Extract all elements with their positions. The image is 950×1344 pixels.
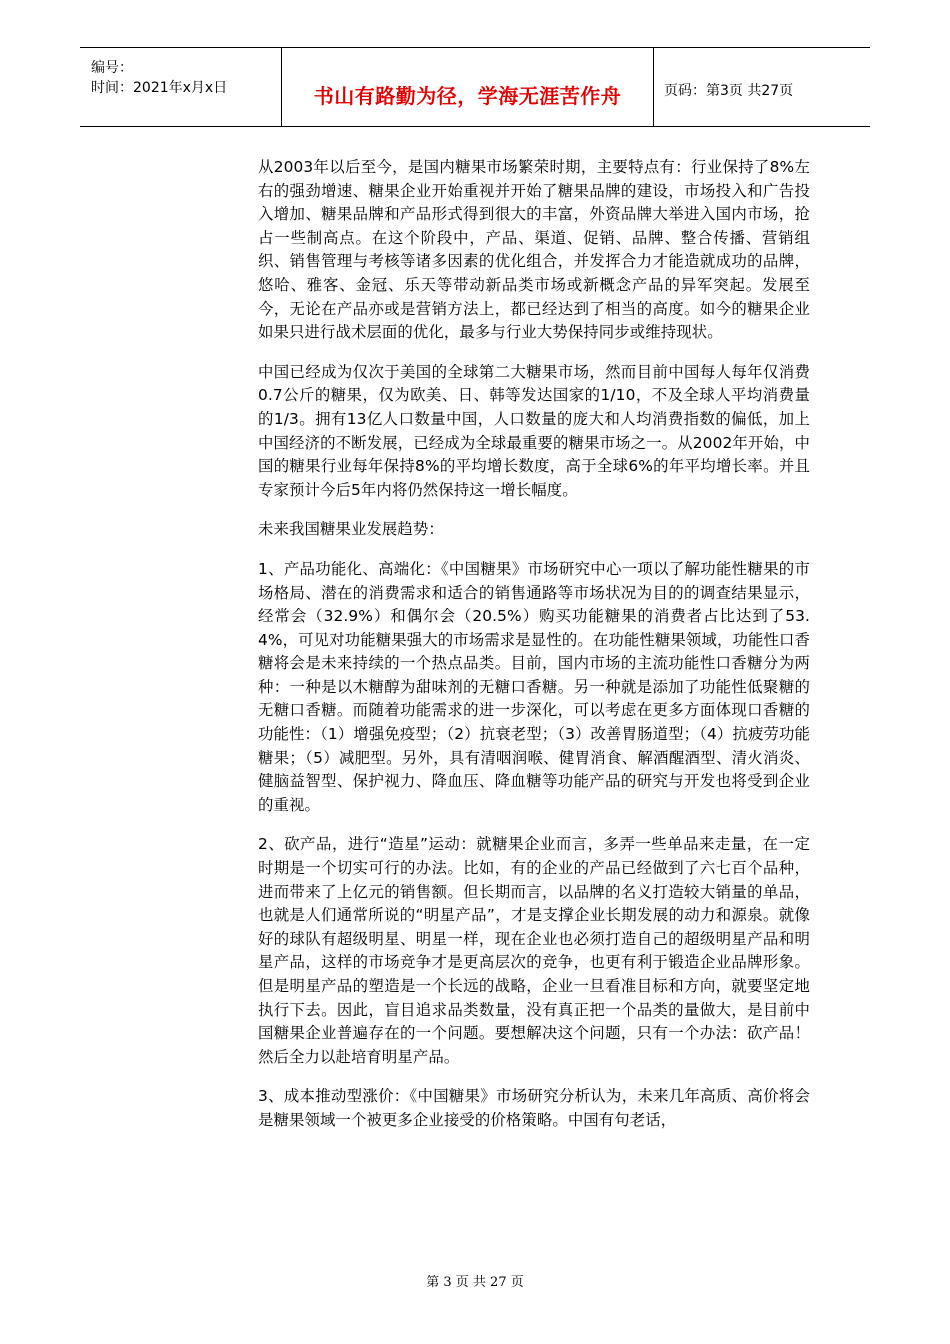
paragraph-prosperity-period: 从2003年以后至今，是国内糖果市场繁荣时期，主要特点有：行业保持了8%左右的强劲增速、糖果企业开始重视并开始了糖果品牌的建设，市场投入和广告投入增加、糖果品牌和产品形式得到很大的丰富，外资品牌大举进入国内市场，抢占一些制高点。在这个阶段中，产品、渠道、促销、品牌、整合传播、营销组织、销售管理与考核等诸多因素的优化组合，并发挥合力才能造就成功的品牌，悠哈、雅客、金冠、乐天等带动新品类市场或新概念产品的异军突起。发展至今，无论在产品亦或是营销方法上，都已经达到了相当的高度。如今的糖果企业如果只进行战术层面的优化，最多与行业大势保持同步或维持现状。 xyxy=(258,158,810,342)
page-footer: 第 3 页 共 27 页 xyxy=(426,1275,524,1290)
paragraph-trend-star-products: 2、砍产品，进行“造星”运动：就糖果企业而言，多弄一些单品来走量，在一定时期是一个切实可行的办法。比如，有的企业的产品已经做到了六七百个品种，进而带来了上亿元的销售额。但长期而言，以品牌的名义打造较大销量的单品，也就是人们通常所说的“明星产品”，才是支撑企业长期发展的动力和源泉。就像好的球队有超级明星、明星一样，现在企业也必须打造自己的超级明星产品和明星产品，这样的市场竞争才是更高层次的竞争，也更有利于锻造企业品牌形象。但是明星产品的塑造是一个长远的战略，企业一旦看准目标和方向，就要坚定地执行下去。因此，盲目追求品类数量，没有真正把一个品类的量做大，是目前中国糖果企业普遍存在的一个问题。要想解决这个问题，只有一个办法：砍产品！然后全力以赴培育明星产品。 xyxy=(258,835,810,1066)
motto-text: 书山有路勤为径，学海无涯苦作舟 xyxy=(313,84,622,108)
document-body xyxy=(258,156,810,1149)
header-meta-cell xyxy=(80,48,282,127)
page-info: 页码：第3页 共27页 xyxy=(664,83,794,99)
number-label: 编号： xyxy=(91,60,133,76)
header-motto-cell xyxy=(282,48,654,127)
document-header xyxy=(80,47,870,127)
paragraph-trends-heading: 未来我国糖果业发展趋势： xyxy=(258,520,444,539)
header-page-cell xyxy=(654,48,871,127)
paragraph-market-size: 中国已经成为仅次于美国的全球第二大糖果市场，然而目前中国每人每年仅消费0.7公斤的糖果，仅为欧美、日、韩等发达国家的1/10，不及全球人平均消费量的1/3。拥有13亿人口数量中国，人口数量的庞大和人均消费指数的偏低，加上中国经济的不断发展，已经成为全球最重要的糖果市场之一。从2002年开始，中国的糖果行业每年保持8%的平均增长数度，高于全球6%的年平均增长率。并且专家预计今后5年内将仍然保持这一增长幅度。 xyxy=(258,362,810,499)
paragraph-trend-functional: 1、产品功能化、高端化：《中国糖果》市场研究中心一项以了解功能性糖果的市场格局、潜在的消费需求和适合的销售通路等市场状况为目的的调查结果显示，经常会（32.9%）和偶尔会（20.5%）购买功能糖果的消费者占比达到了53.4%，可见对功能糖果强大的市场需求是显性的。在功能性糖果领域，功能性口香糖将会是未来持续的一个热点品类。目前，国内市场的主流功能性口香糖分为两种：一种是以木糖醇为甜味剂的无糖口香糖。另一种就是添加了功能性低聚糖的无糖口香糖。而随着功能需求的进一步深化，可以考虑在更多方面体现口香糖的功能性：（1）增强免疫型；（2）抗衰老型；（3）改善胃肠道型；（4）抗疲劳功能糖果；（5）减肥型。另外，具有清咽润喉、健胃消食、解酒醒酒型、清火消炎、健脑益智型、保护视力、降血压、降血糖等功能产品的研究与开发也将受到企业的重视。 xyxy=(258,559,810,814)
paragraph-trend-cost-pricing: 3、成本推动型涨价：《中国糖果》市场研究分析认为，未来几年高质、高价将会是糖果领域一个被更多企业接受的价格策略。中国有句老话， xyxy=(258,1087,810,1129)
time-label: 时间：2021年x月x日 xyxy=(91,80,228,96)
